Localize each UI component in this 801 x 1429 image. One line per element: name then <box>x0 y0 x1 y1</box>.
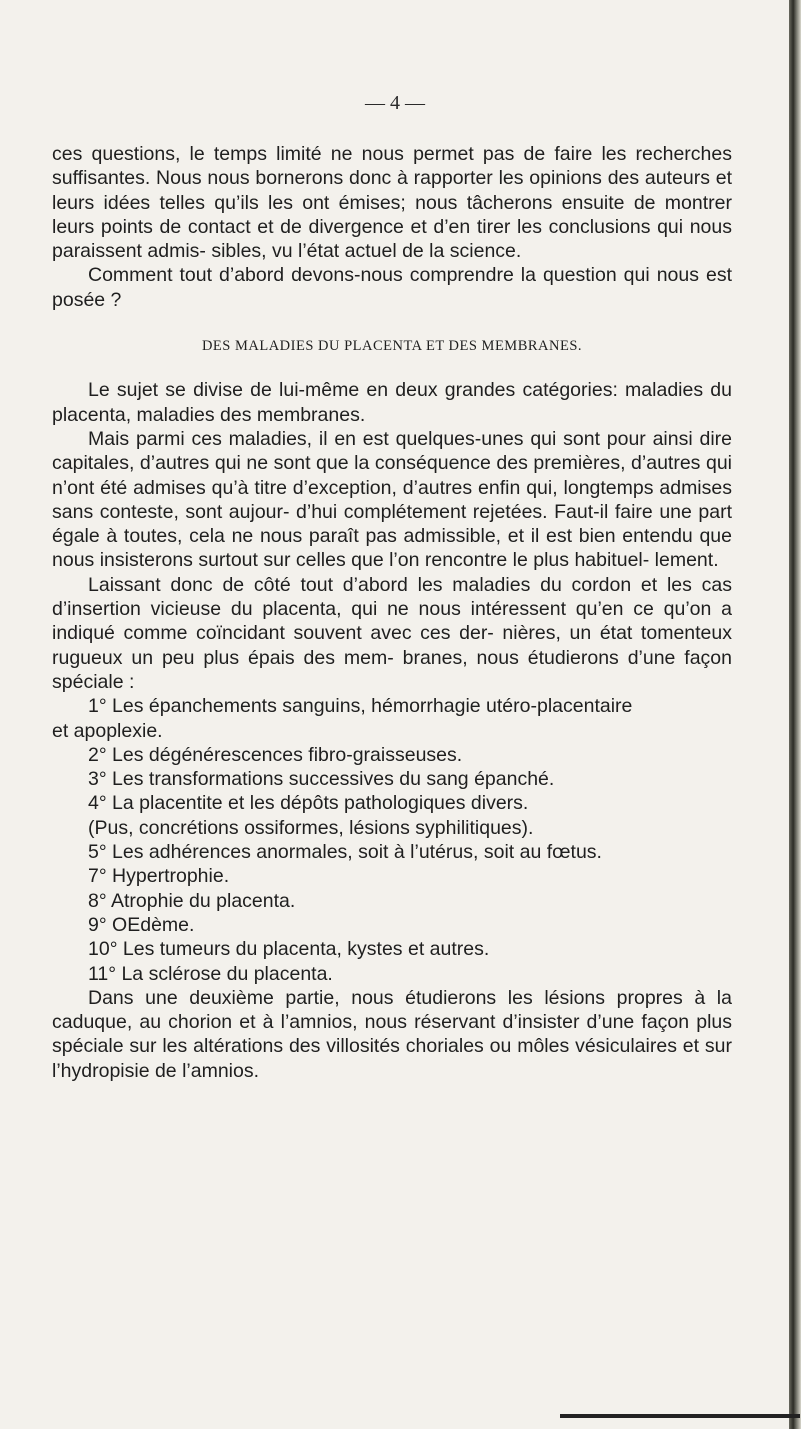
page-text <box>52 142 732 1083</box>
list-item: 9° OEdème. <box>88 913 195 936</box>
list-item: 8° Atrophie du placenta. <box>88 889 296 912</box>
section-heading: DES MALADIES DU PLACENTA ET DES MEMBRANES. <box>201 338 583 355</box>
list-item: 5° Les adhérences anormales, soit à l’utérus, soit au fœtus. <box>88 841 602 864</box>
bottom-edge-line <box>560 1414 800 1418</box>
list-item-continuation: (Pus, concrétions ossiformes, lésions syphilitiques). <box>88 816 534 839</box>
list-item: 2° Les dégénérescences fibro-graisseuses. <box>88 743 463 766</box>
intro-paragraph: ces questions, le temps limité ne nous permet pas de faire les recherches suffisantes. Nous nous bornerons donc à rapporter les opinions des auteurs et leurs idées telles qu’ils les ont émises; nous tâcherons ensuite de montrer leurs points de contact et de divergence et d’en tirer les conclusions qui nous paraissent admis- sibles, vu l’état actuel de la science. <box>52 143 732 263</box>
list-item: 1° Les épanchements sanguins, hémorrhagie utéro-placentaire <box>88 695 633 718</box>
list-item: 7° Hypertrophie. <box>88 865 230 888</box>
body-paragraph: Le sujet se divise de lui-même en deux grandes catégories: maladies du placenta, maladies des membranes. <box>52 379 732 426</box>
list-item: 10° Les tumeurs du placenta, kystes et autres. <box>88 938 490 961</box>
page-edge-shadow <box>789 0 801 1429</box>
question-paragraph: Comment tout d’abord devons-nous comprendre la question qui nous est posée ? <box>52 264 732 311</box>
body-paragraph: Laissant donc de côté tout d’abord les maladies du cordon et les cas d’insertion vicieuse du placenta, qui ne nous intéressent qu’en ce qu’on a indiqué comme coïncidant souvent avec ces der- nières, un état tomenteux rugueux un peu plus épais des mem- branes, nous étudierons d’une façon spéciale : <box>52 573 732 693</box>
page-number: — 4 — <box>365 92 425 114</box>
closing-paragraph: Dans une deuxième partie, nous étudierons les lésions propres à la caduque, au chorion et à l’amnios, nous réservant d’insister d’une façon plus spéciale sur les altérations des villosités choriales ou môles vésiculaires et sur l’hydropisie de l’amnios. <box>52 986 732 1082</box>
list-item-continuation: et apoplexie. <box>52 719 163 742</box>
list-item: 4° La placentite et les dépôts pathologiques divers. <box>88 792 529 815</box>
list-item: 3° Les transformations successives du sang épanché. <box>88 768 555 791</box>
body-paragraph: Mais parmi ces maladies, il en est quelques-unes qui sont pour ainsi dire capitales, d’autres qui ne sont que la conséquence des premières, d’autres qui n’ont été admises qu’à titre d’exception, d’autres enfin qui, longtemps admises sans conteste, sont aujour- d’hui complétement rejetées. Faut-il faire une part égale à toutes, cela ne nous paraît pas admissible, et il est bien entendu que nous insisterons surtout sur celles que l’on rencontre le plus habituel- lement. <box>52 427 732 572</box>
list-item: 11° La sclérose du placenta. <box>88 962 333 985</box>
